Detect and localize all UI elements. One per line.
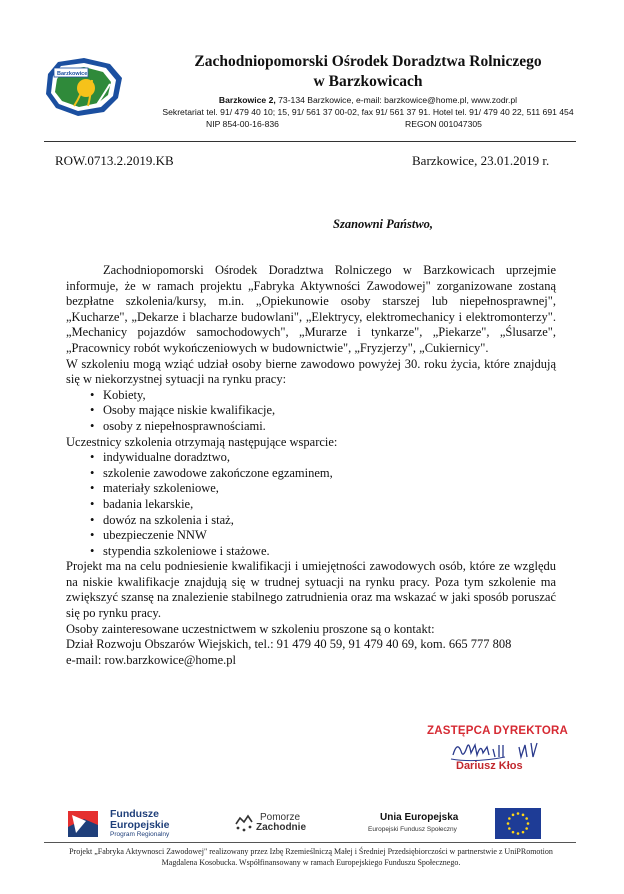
organization-name-line1: Zachodniopomorski Ośrodek Doradztwa Rolniczego: [194, 53, 542, 70]
contact-phone: Dział Rozwoju Obszarów Wiejskich, tel.: 91 479 40 59, 91 479 40 69, kom. 665 777 808: [66, 637, 512, 652]
list-item: • stypendia szkoleniowe i stażowe.: [103, 544, 556, 560]
eu-star-icon: [508, 817, 511, 820]
eligibility-paragraph: W szkoleniu mogą wziąć udział osoby bierne zawodowo powyżej 30. roku życia, które znajdują się w niekorzystnej sytuacji na rynku pracy:: [66, 356, 556, 387]
eu-star-icon: [517, 812, 520, 815]
list-item: • Kobiety,: [103, 388, 556, 404]
header-divider: [44, 141, 576, 142]
address-line: [140, 95, 596, 105]
stamp-name: Dariusz Kłos: [456, 760, 523, 772]
eu-star-icon: [507, 822, 510, 825]
eu-star-icon: [508, 827, 511, 830]
pomorze-zachodnie-title-2: Zachodnie: [256, 822, 307, 833]
letter-date: Barzkowice, 23.01.2019 r.: [412, 153, 550, 168]
eu-star-icon: [525, 817, 528, 820]
salutation: Szanowni Państwo,: [333, 217, 434, 231]
regon-number: REGON 001047305: [405, 119, 482, 129]
list-item: • dowóz na szkolenia i staż,: [103, 513, 556, 529]
intro-paragraph: Zachodniopomorski Ośrodek Doradztwa Rolniczego w Barzkowicach uprzejmie informuje, że w ramach projektu „Fabryka Aktywności Zawodowej" zorganizowane zostaną bezpłatne szkolenia/kursy, m.in. „Opiekunowie osoby starszej lub niepełnosprawnej", „Kucharze", „Dekarze i blacharze budowlani", „Elektrycy, elektromechanicy i elektromonterzy". „Mechanicy pojazdów samochodowych", „Murarze i tynkarze", „Piekarze", „Ślusarze", „Pracownicy robót wykończeniowych w budownictwie", „Fryzjerzy", „Cukiernicy".: [66, 263, 556, 355]
address-street: Barzkowice 2,: [218, 95, 276, 105]
nip-number: NIP 854-00-16-836: [206, 119, 279, 129]
european-funds-title: Fundusze: [110, 808, 159, 820]
eu-star-icon: [522, 814, 525, 817]
eu-star-icon: [522, 831, 525, 834]
eu-subtitle: Europejski Fundusz Społeczny: [368, 826, 457, 833]
goal-paragraph: Projekt ma na celu podniesienie kwalifikacji i umiejętności zawodowych osób, które ze względu na niskie kwalifikacje znajdują się w trudnej sytuacji na rynku pracy. Poza tym szkolenie ma zwiększyć szansę na znalezienie stabilnego zatrudnienia oraz ma wskazać w jaki sposób poruszać się po rynku pracy.: [66, 559, 556, 621]
eu-star-icon: [527, 822, 530, 825]
pomorze-zachodnie-logo-icon: [232, 812, 256, 836]
reference-number: ROW.0713.2.2019.KB: [55, 153, 174, 168]
list-item: • materiały szkoleniowe,: [103, 481, 556, 497]
support-intro: Uczestnicy szkolenia otrzymają następujące wsparcie:: [66, 434, 338, 449]
list-item: • ubezpieczenie NNW: [103, 528, 556, 544]
eligible-groups-list: [66, 388, 556, 435]
organization-name-line2: w Barzkowicach: [313, 73, 423, 90]
phone-line: Sekretariat tel. 91/ 479 40 10; 15, 91/ 561 37 00-02, fax 91/ 561 37 91. Hotel tel. 91/ 479 40 22, 511 691 454: [162, 107, 574, 117]
address-details: 73-134 Barzkowice, e-mail: barzkowice@home.pl, www.zodr.pl: [275, 95, 518, 105]
zodr-logo: [44, 54, 134, 120]
eu-star-icon: [525, 827, 528, 830]
eu-flag-icon: [495, 808, 541, 839]
european-funds-logo-icon: [66, 809, 106, 839]
logo-text: Barzkowice: [57, 71, 88, 77]
list-item: • osoby z niepełnosprawnościami.: [103, 419, 556, 435]
pomorze-zachodnie-title: Pomorze: [260, 812, 301, 823]
contact-intro: Osoby zainteresowane uczestnictwem w szkoleniu proszone są o kontakt:: [66, 621, 435, 636]
list-item: • indywidualne doradztwo,: [103, 450, 556, 466]
list-item: • szkolenie zawodowe zakończone egzaminem,: [103, 466, 556, 482]
organization-name: [140, 52, 596, 92]
support-list: [66, 450, 556, 559]
footer-project-note: Projekt „Fabryka Aktywnosci Zawodowej" realizowany przez Izbę Rzemieślniczą Małej i Średniej Przedsiębiorczości w partnerstwie z UniPRomotion Magdalena Kosobucka. Współfinansowany w ramach Europejskiego Funduszu Społecznego.: [69, 847, 553, 867]
eu-star-icon: [512, 831, 515, 834]
eu-title: Unia Europejska: [380, 812, 459, 823]
eu-star-icon: [517, 832, 520, 835]
contact-email[interactable]: e-mail: row.barzkowice@home.pl: [66, 652, 237, 667]
list-item: • badania lekarskie,: [103, 497, 556, 513]
european-funds-subtitle: Program Regionalny: [110, 831, 170, 838]
footer-divider: [44, 842, 576, 843]
letter-body: [66, 263, 556, 668]
european-funds-title-2: Europejskie: [110, 819, 170, 831]
stamp-title: ZASTĘPCA DYREKTORA: [427, 725, 568, 737]
list-item: • Osoby mające niskie kwalifikacje,: [103, 403, 556, 419]
eu-star-icon: [512, 814, 515, 817]
